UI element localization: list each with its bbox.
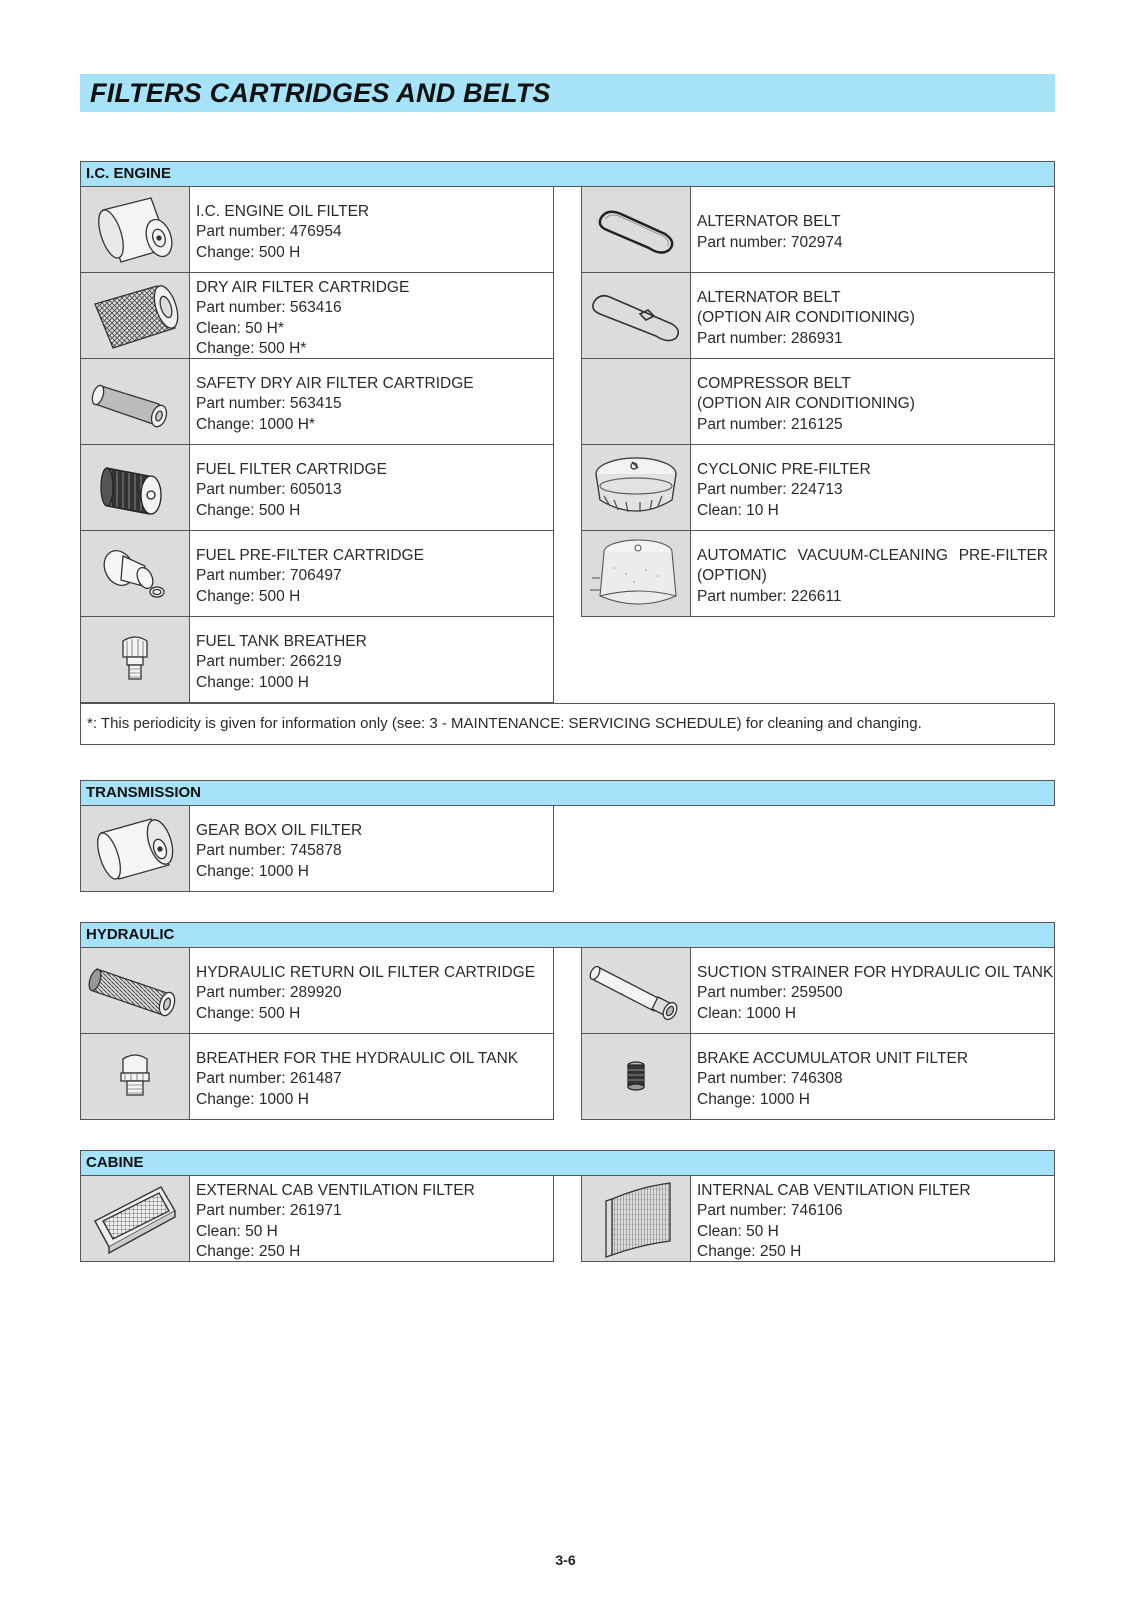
part-name: SAFETY DRY AIR FILTER CARTRIDGE <box>196 374 474 392</box>
part-details <box>691 1034 1054 1119</box>
suction-strainer-icon <box>582 948 691 1033</box>
page-title: FILTERS CARTRIDGES AND BELTS <box>80 74 1055 112</box>
part-interval: Clean: 50 H <box>697 1222 779 1240</box>
part-option: (OPTION AIR CONDITIONING) <box>697 395 915 413</box>
part-number: Part number: 605013 <box>196 481 342 499</box>
part-row <box>80 273 554 359</box>
part-option: (OPTION) <box>697 567 767 585</box>
part-name: FUEL FILTER CARTRIDGE <box>196 460 387 478</box>
part-details <box>190 1034 553 1119</box>
part-details <box>190 531 553 616</box>
part-number: Part number: 266219 <box>196 653 342 671</box>
part-row <box>581 273 1055 359</box>
cabine-right-column <box>581 1176 1055 1262</box>
part-details <box>190 187 553 272</box>
part-row <box>80 187 554 273</box>
section-header: CABINE <box>80 1150 1055 1176</box>
image-placeholder <box>582 359 691 444</box>
part-number: Part number: 476954 <box>196 223 342 241</box>
part-name: BRAKE ACCUMULATOR UNIT FILTER <box>697 1049 969 1067</box>
part-option: (OPTION AIR CONDITIONING) <box>697 309 915 327</box>
part-name: FUEL PRE-FILTER CARTRIDGE <box>196 546 424 564</box>
accumulator-filter-icon <box>582 1034 691 1119</box>
part-details <box>691 531 1054 616</box>
safety-cartridge-icon <box>81 359 190 444</box>
part-number: Part number: 745878 <box>196 842 342 860</box>
part-row <box>80 617 554 703</box>
part-details <box>190 359 553 444</box>
vacuum-prefilter-icon <box>582 531 691 616</box>
part-name: INTERNAL CAB VENTILATION FILTER <box>697 1181 971 1199</box>
part-row <box>581 531 1055 617</box>
part-row <box>80 1176 554 1262</box>
part-details <box>691 1176 1054 1261</box>
part-row <box>581 187 1055 273</box>
part-row <box>581 445 1055 531</box>
section-cabine <box>80 1150 1055 1260</box>
part-name: BREATHER FOR THE HYDRAULIC OIL TANK <box>196 1049 519 1067</box>
part-row <box>80 948 554 1034</box>
part-name: SUCTION STRAINER FOR HYDRAULIC OIL TANK <box>697 963 1054 981</box>
section-header: I.C. ENGINE <box>80 161 1055 187</box>
fuel-filter-icon <box>81 445 190 530</box>
part-name: CYCLONIC PRE-FILTER <box>697 460 871 478</box>
part-interval: Change: 250 H <box>697 1243 802 1260</box>
part-number: Part number: 702974 <box>697 233 843 251</box>
part-number: Part number: 261971 <box>196 1202 342 1219</box>
part-interval: Clean: 50 H* <box>196 319 284 337</box>
engine-right-column <box>581 187 1055 617</box>
part-number: Part number: 226611 <box>697 587 842 605</box>
part-row <box>581 1034 1055 1120</box>
part-number: Part number: 706497 <box>196 567 342 585</box>
part-interval: Change: 1000 H <box>697 1090 810 1108</box>
part-name: I.C. ENGINE OIL FILTER <box>196 202 370 220</box>
part-interval: Change: 250 H <box>196 1243 301 1260</box>
part-row <box>80 531 554 617</box>
part-name: ALTERNATOR BELT <box>697 288 841 306</box>
part-row <box>80 359 554 445</box>
oil-filter-icon <box>81 187 190 272</box>
part-name: HYDRAULIC RETURN OIL FILTER CARTRIDGE <box>196 963 536 981</box>
part-row <box>581 948 1055 1034</box>
part-details <box>190 273 553 358</box>
part-interval: Change: 500 H* <box>196 340 307 357</box>
part-name: ALTERNATOR BELT <box>697 213 841 230</box>
cab-filter-curved-icon <box>582 1176 691 1261</box>
part-interval: Clean: 50 H <box>196 1222 278 1240</box>
section-header: TRANSMISSION <box>80 780 1055 806</box>
breather-icon <box>81 1034 190 1119</box>
fuel-prefilter-icon <box>81 531 190 616</box>
transmission-left-column <box>80 806 554 892</box>
air-filter-cartridge-icon <box>81 273 190 358</box>
part-details <box>691 273 1054 358</box>
section-header: HYDRAULIC <box>80 922 1055 948</box>
belt-icon <box>582 187 691 272</box>
part-row <box>581 359 1055 445</box>
part-interval: Change: 500 H <box>196 1004 301 1022</box>
part-number: Part number: 746308 <box>697 1070 843 1088</box>
cabine-left-column <box>80 1176 554 1262</box>
part-details <box>190 445 553 530</box>
part-name: EXTERNAL CAB VENTILATION FILTER <box>196 1181 475 1199</box>
belt-icon <box>582 273 691 358</box>
page-number: 3-6 <box>555 1552 576 1568</box>
breather-icon <box>81 617 190 702</box>
part-number: Part number: 746106 <box>697 1202 843 1219</box>
part-number: Part number: 286931 <box>697 329 843 347</box>
part-number: Part number: 216125 <box>697 415 843 433</box>
part-name: FUEL TANK BREATHER <box>196 632 367 650</box>
part-row <box>80 1034 554 1120</box>
hydraulic-right-column <box>581 948 1055 1120</box>
part-details <box>190 948 553 1033</box>
part-details <box>190 617 553 702</box>
part-interval: Change: 500 H <box>196 243 301 261</box>
cyclonic-prefilter-icon <box>582 445 691 530</box>
section-transmission <box>80 780 1055 880</box>
oil-filter-icon <box>81 806 190 891</box>
part-interval: Change: 1000 H* <box>196 415 315 433</box>
part-number: Part number: 259500 <box>697 984 843 1002</box>
hydraulic-left-column <box>80 948 554 1120</box>
part-name: COMPRESSOR BELT <box>697 374 851 392</box>
part-row <box>80 806 554 892</box>
part-number: Part number: 224713 <box>697 481 843 499</box>
part-interval: Change: 500 H <box>196 587 301 605</box>
part-row <box>581 1176 1055 1262</box>
part-name: DRY AIR FILTER CARTRIDGE <box>196 278 410 296</box>
part-details <box>691 445 1054 530</box>
part-interval: Clean: 1000 H <box>697 1004 797 1022</box>
part-row <box>80 445 554 531</box>
part-details <box>691 948 1059 1033</box>
part-number: Part number: 563416 <box>196 299 342 316</box>
engine-left-column <box>80 187 554 703</box>
part-interval: Change: 1000 H <box>196 862 309 880</box>
part-interval: Change: 1000 H <box>196 1090 309 1108</box>
part-details <box>691 187 1054 272</box>
section-hydraulic <box>80 922 1055 1108</box>
part-name: AUTOMATIC VACUUM-CLEANING PRE-FILTER <box>697 546 1048 564</box>
part-number: Part number: 289920 <box>196 984 342 1002</box>
part-interval: Clean: 10 H <box>697 501 779 519</box>
part-interval: Change: 1000 H <box>196 673 309 691</box>
cab-filter-icon <box>81 1176 190 1261</box>
part-details <box>691 359 1054 444</box>
footnote: *: This periodicity is given for information only (see: 3 - MAINTENANCE: SERVICING SCHEDULE) for cleaning and changing. <box>80 703 1055 745</box>
part-number: Part number: 563415 <box>196 395 342 413</box>
part-number: Part number: 261487 <box>196 1070 342 1088</box>
part-interval: Change: 500 H <box>196 501 301 519</box>
return-filter-icon <box>81 948 190 1033</box>
part-details <box>190 1176 553 1261</box>
part-details <box>190 806 553 891</box>
section-engine <box>80 161 1055 732</box>
part-name: GEAR BOX OIL FILTER <box>196 821 363 839</box>
